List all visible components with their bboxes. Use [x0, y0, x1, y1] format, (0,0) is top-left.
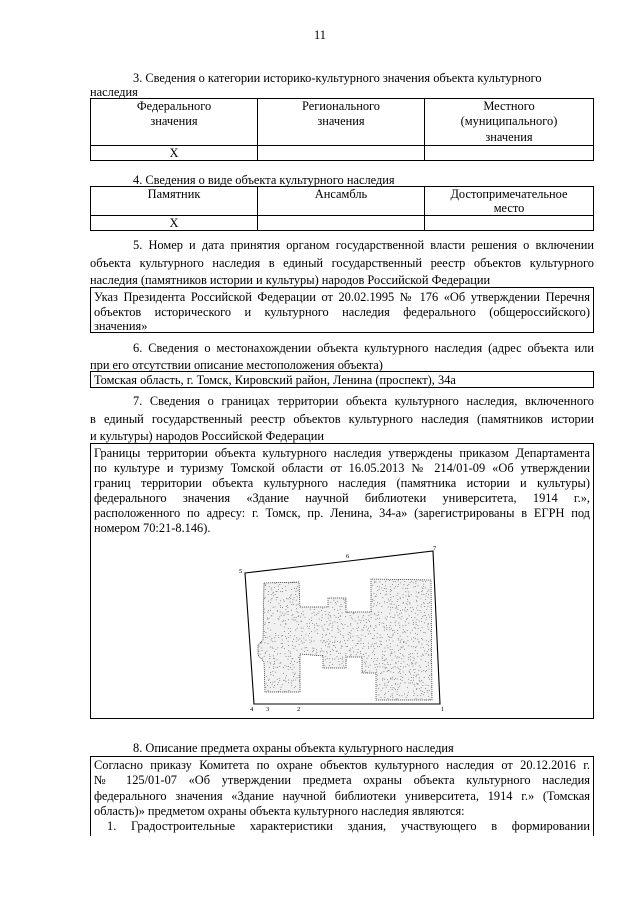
- section4-heading: [90, 173, 594, 187]
- category-federal-header: Федерального значения: [91, 99, 258, 146]
- section6-value-box: [90, 371, 594, 388]
- section3-heading-line: 3. Сведения о категории историко-культурного значения объекта культурного: [133, 71, 542, 85]
- section3-heading-line: наследия: [90, 85, 138, 99]
- section4-heading-line: 4. Сведения о виде объекта культурного наследия: [133, 173, 395, 187]
- section6-heading-line: 6. Сведения о местонахождении объекта культурного наследия (адрес объекта или: [133, 341, 594, 355]
- section7-heading: [90, 393, 594, 446]
- page-number: 11: [314, 28, 326, 42]
- boundary-point-label: 2: [297, 706, 301, 713]
- section7-heading-line: и культуры) народов Российской Федерации: [90, 429, 325, 443]
- boundary-point-label: 4: [250, 706, 254, 713]
- section6-heading: [90, 340, 594, 374]
- section8-value-line: область)» предметом охраны объекта культурного наследия являются:: [94, 803, 465, 818]
- type-monument-mark: X: [91, 216, 258, 231]
- section8-value-intro: [94, 758, 590, 819]
- section5-value-line: объектов исторического и культурного наследия федерального (общероссийского): [94, 304, 590, 319]
- section3-heading: [90, 71, 594, 99]
- section7-value-line: номером 70:21-8.146).: [94, 521, 211, 535]
- boundary-point-label: 1: [441, 706, 445, 713]
- boundary-point-label: 5: [239, 568, 243, 575]
- section7-value-line: границ территории объекта культурного наследия (памятника истории и культуры): [94, 476, 590, 490]
- section5-value-line: Указ Президента Российской Федерации от 20.02.1995 № 176 «Об утверждении Перечня: [94, 290, 590, 304]
- type-landmark-mark: [425, 216, 594, 231]
- section7-value-line: федерального значения «Здание научной библиотеки университета, 1914 г.»,: [94, 491, 590, 505]
- building-footprint: [258, 579, 432, 700]
- section5-heading-line: наследия (памятников истории и культуры) народов Российской Федерации: [90, 273, 491, 287]
- type-ensemble-header: Ансамбль: [258, 187, 425, 216]
- section8-value-item: [94, 819, 590, 834]
- territory-boundary-diagram: [228, 540, 454, 716]
- boundary-point-label: 6: [346, 553, 350, 560]
- type-ensemble-mark: [258, 216, 425, 231]
- section8-value-box: [90, 756, 594, 836]
- category-federal-mark: X: [91, 146, 258, 161]
- heritage-category-table: [90, 98, 594, 161]
- section5-value: [94, 290, 590, 334]
- section7-value-line: расположенного по адресу: г. Томск, пр. Ленина, 34-а» (зарегистрированы в ЕГРН под: [94, 506, 590, 520]
- section7-value: [94, 446, 590, 536]
- category-local-mark: [425, 146, 594, 161]
- category-local-header: Местного (муниципального) значения: [425, 99, 594, 146]
- section6-heading-line: при его отсутствии описание местоположения объекта): [90, 358, 383, 372]
- section8-value-line: Согласно приказу Комитета по охране объектов культурного наследия от 20.12.2016 г.: [94, 758, 590, 772]
- section6-value: [94, 373, 590, 387]
- section8-item-line: 1. Градостроительные характеристики здания, участвующего в формировании: [107, 819, 590, 833]
- section5-heading: [90, 237, 594, 290]
- type-monument-header: Памятник: [91, 187, 258, 216]
- category-regional-header: Регионального значения: [258, 99, 425, 146]
- section5-value-box: [90, 287, 594, 333]
- section7-heading-line: 7. Сведения о границах территории объекта культурного наследия, включенного: [133, 394, 594, 408]
- type-landmark-header: Достопримечательное место: [425, 187, 594, 216]
- section8-value-line: федерального значения «Здание научной библиотеки университета, 1914 г.» (Томская: [94, 788, 590, 803]
- category-regional-mark: [258, 146, 425, 161]
- section7-value-line: Границы территории объекта культурного наследия утверждены приказом Департамента: [94, 446, 590, 460]
- section6-value-line: Томская область, г. Томск, Кировский район, Ленина (проспект), 34а: [94, 373, 456, 387]
- section5-value-line: значения»: [94, 319, 148, 333]
- section5-heading-line: объекта культурного наследия в единый государственный реестр объектов культурного: [90, 255, 594, 270]
- boundary-point-label: 3: [266, 706, 270, 713]
- section8-value-line: № 125/01-07 «Об утверждении предмета охраны объекта культурного наследия: [94, 773, 590, 788]
- heritage-type-table: [90, 186, 594, 231]
- section5-heading-line: 5. Номер и дата принятия органом государственной власти решения о включении: [133, 238, 594, 252]
- section8-heading-line: 8. Описание предмета охраны объекта культурного наследия: [133, 741, 454, 755]
- section7-heading-line: в единый государственный реестр объектов культурного наследия (памятников истории: [90, 411, 594, 426]
- section8-heading: [90, 741, 594, 755]
- boundary-point-label: 7: [433, 545, 437, 552]
- section7-value-line: по культуре и туризму Томской области от 16.05.2013 № 214/01-09 «Об утверждении: [94, 461, 590, 475]
